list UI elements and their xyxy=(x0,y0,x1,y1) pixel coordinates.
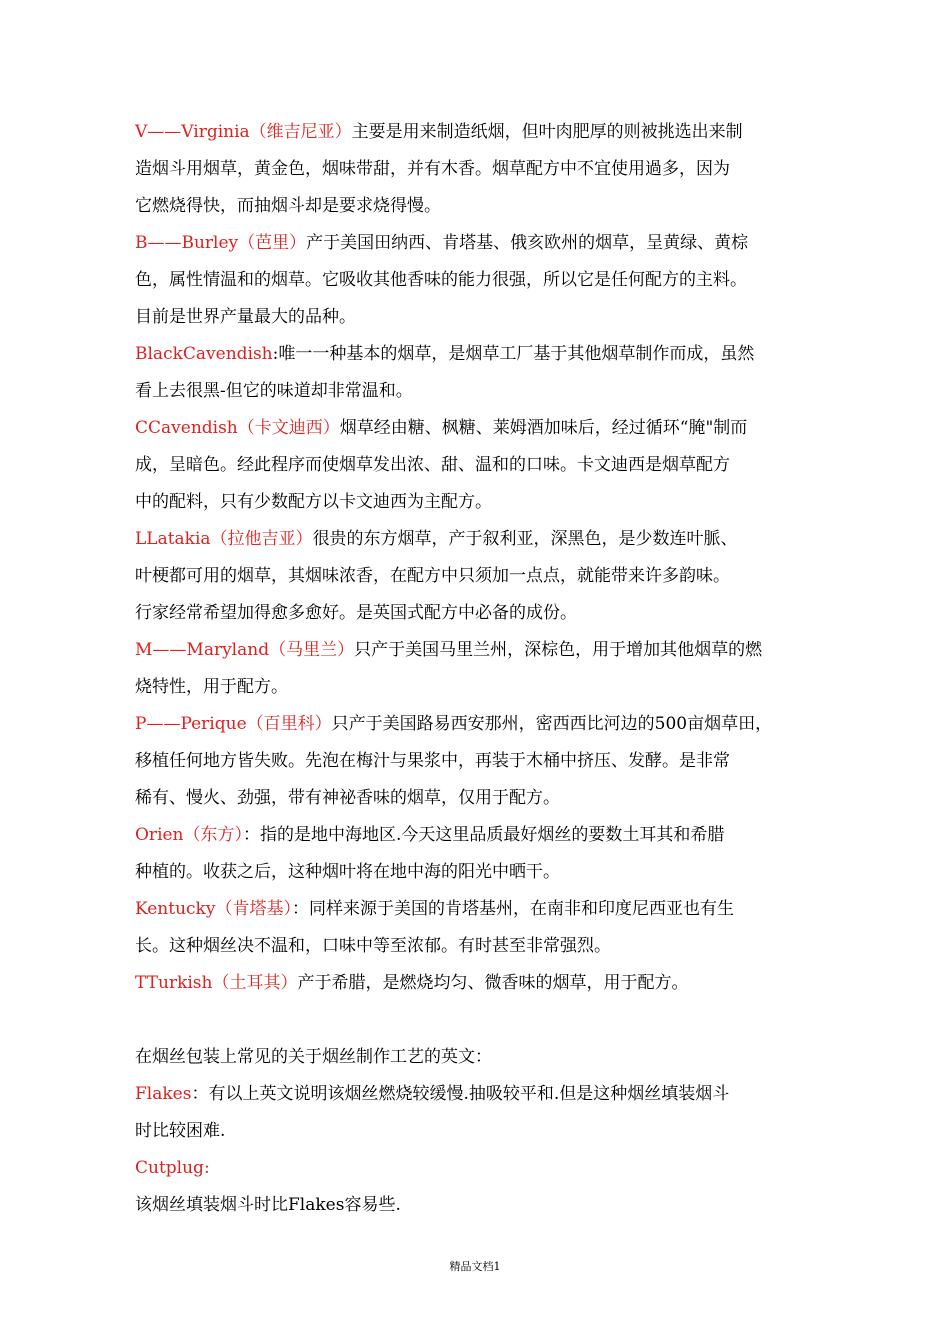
entry-perique xyxy=(135,706,840,817)
entry-text: ：指的是地中海地区.今天这里品质最好烟丝的要数土耳其和希腊 xyxy=(243,825,725,845)
term-label: P——Perique（百里科） xyxy=(135,714,332,734)
entry-text: 时比较困难. xyxy=(135,1121,226,1141)
term-label: BlackCavendish xyxy=(135,344,273,364)
term-label: CCavendish（卡文迪西） xyxy=(135,418,340,438)
term-label: TTurkish（土耳其） xyxy=(135,973,298,993)
entry-text: 它燃烧得快，而抽烟斗却是要求烧得慢。 xyxy=(135,196,441,216)
entry-text: 移植任何地方皆失败。先泡在梅汁与果浆中，再装于木桶中挤压、发酵。是非常 xyxy=(135,751,730,771)
entry-text: 行家经常希望加得愈多愈好。是英国式配方中必备的成份。 xyxy=(135,603,577,623)
entry-latakia xyxy=(135,521,840,632)
term-label: V——Virginia（维吉尼亚） xyxy=(135,122,352,142)
entry-text: 长。这种烟丝决不温和，口味中等至浓郁。有时甚至非常强烈。 xyxy=(135,936,611,956)
entry-text: 成，呈暗色。经此程序而使烟草发出浓、甜、温和的口味。卡文迪西是烟草配方 xyxy=(135,455,730,475)
entry-text: 色，属性情温和的烟草。它吸收其他香味的能力很强，所以它是任何配方的主料。 xyxy=(135,270,747,290)
entry-text: 造烟斗用烟草，黄金色，烟味带甜，并有木香。烟草配方中不宜使用過多，因为 xyxy=(135,159,730,179)
entry-turkish xyxy=(135,965,840,1002)
term-label: Flakes xyxy=(135,1084,192,1104)
entry-virginia xyxy=(135,114,840,225)
term-label: M——Maryland（马里兰） xyxy=(135,640,355,660)
entry-text: 目前是世界产量最大的品种。 xyxy=(135,307,356,327)
entry-text: 很贵的东方烟草，产于叙利亚，深黑色，是少数连叶脈、 xyxy=(312,529,738,549)
entry-text: 产于希腊，是燃烧均匀、微香味的烟草，用于配方。 xyxy=(297,973,689,993)
term-label: Cutplug: xyxy=(135,1158,210,1178)
entry-text: 看上去很黑-但它的味道却非常温和。 xyxy=(135,381,413,401)
entry-text: 产于美国田纳西、肯塔基、俄亥欧州的烟草，呈黄绿、黄棕 xyxy=(306,233,749,253)
entry-text: 只产于美国马里兰州，深棕色，用于增加其他烟草的燃 xyxy=(354,640,763,660)
entry-black-cavendish xyxy=(135,336,840,410)
entry-text: 烟草经由糖、枫糖、莱姆酒加味后，经过循环“腌"制而 xyxy=(339,418,748,438)
entry-text: ：有以上英文说明该烟丝燃烧较缓慢.抽吸较平和.但是这种烟丝填装烟斗 xyxy=(191,1084,730,1104)
entry-maryland xyxy=(135,632,840,706)
entry-text: 烧特性，用于配方。 xyxy=(135,677,288,697)
entry-text: 主要是用来制造纸烟，但叶肉肥厚的则被挑选出来制 xyxy=(351,122,743,142)
entry-orien xyxy=(135,817,840,891)
entry-text: 中的配料，只有少数配方以卡文迪西为主配方。 xyxy=(135,492,492,512)
page-footer: 精品文档1 xyxy=(449,1260,501,1273)
blank-line xyxy=(135,1002,840,1039)
entry-burley xyxy=(135,225,840,336)
term-label: LLatakia（拉他吉亚） xyxy=(135,529,313,549)
entry-flakes xyxy=(135,1076,840,1150)
entry-text: ：同样来源于美国的肯塔基州，在南非和印度尼西亚也有生 xyxy=(291,899,734,919)
entry-kentucky xyxy=(135,891,840,965)
term-label: Kentucky（肯塔基） xyxy=(135,899,292,919)
entry-text: 稀有、慢火、劲强，带有神祕香味的烟草，仅用于配方。 xyxy=(135,788,560,808)
entry-cutplug xyxy=(135,1150,840,1187)
entry-text: :唯一一种基本的烟草，是烟草工厂基于其他烟草制作而成，虽然 xyxy=(272,344,755,364)
entry-text: 种植的。收获之后，这种烟叶将在地中海的阳光中晒干。 xyxy=(135,862,560,882)
term-label: Orien（东方） xyxy=(135,825,244,845)
entry-text: 叶梗都可用的烟草，其烟味浓香，在配方中只须加一点点，就能带来许多韵味。 xyxy=(135,566,730,586)
term-label: B——Burley（芭里） xyxy=(135,233,307,253)
section-heading: 在烟丝包装上常见的关于烟丝制作工艺的英文： xyxy=(135,1047,492,1067)
entry-cavendish xyxy=(135,410,840,521)
entry-text: 只产于美国路易西安那州，密西西比河边的500亩烟草田， xyxy=(331,714,773,734)
document-body xyxy=(135,114,840,1224)
closing-line: 该烟丝填装烟斗时比Flakes容易些. xyxy=(135,1195,401,1215)
